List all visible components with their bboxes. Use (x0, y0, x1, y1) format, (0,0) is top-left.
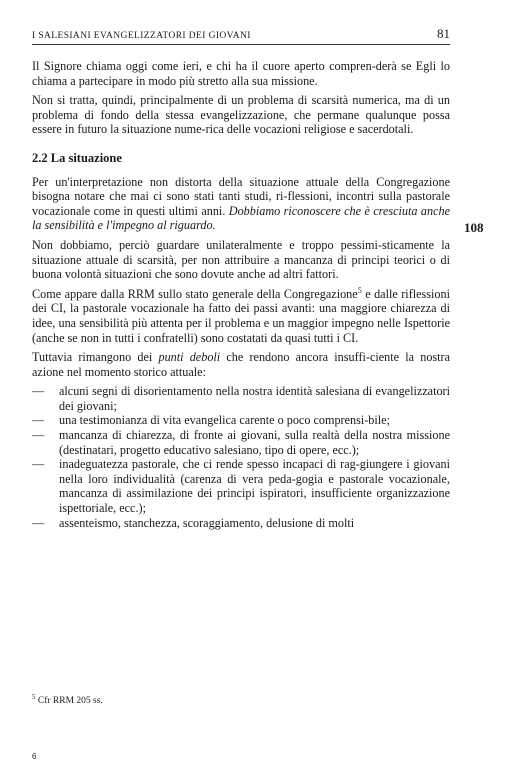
weak-points-list (32, 384, 450, 530)
list-item (32, 384, 450, 413)
list-dash: — (32, 428, 45, 443)
list-item (32, 516, 450, 531)
paragraph-tuttavia-italic: punti deboli (158, 350, 221, 365)
list-item-text: alcuni segni di disorientamento nella nostra identità salesiana di evangelizzatori dei giovani; (59, 384, 450, 413)
list-item (32, 457, 450, 515)
list-dash: — (32, 384, 45, 399)
footnote-mark: 5 (32, 693, 36, 701)
running-header (32, 26, 450, 45)
list-item-text: inadeguatezza pastorale, che ci rende spesso incapaci di rag-giungere i giovani nella loro individualità (carenza di vera peda-gogia e pastorale vocazionale, mancanza di assimilazione dei principi ispiratori, insufficiente organizzazione ispettoriale, ecc.); (59, 457, 450, 516)
paragraph-situazione-italic: Dobbiamo riconoscere che è cresciuta anche la sensibilità e l'impegno al riguardo. (32, 203, 451, 233)
running-title: I SALESIANI EVANGELIZZATORI DEI GIOVANI (32, 31, 251, 41)
paragraph-rrm (32, 287, 450, 345)
footnote-text: Cfr RRM 205 ss. (35, 696, 103, 706)
list-item (32, 413, 450, 428)
paragraph-rrm-after: e dalle riflessioni dei CI, la pastorale vocazionale ha fatto dei passi avanti: una maggiore chiarezza di idee, una sensibilità più attenta per il problema e un maggior impegno nelle Ispettorie (anche se non in tutti i confratelli) sono costatati da quasi tutti i CI. (32, 286, 450, 345)
list-item-text: mancanza di chiarezza, di fronte ai giovani, sulla realtà della nostra missione (destinatari, progetto educativo salesiano, tipo di opere, ecc.); (59, 428, 450, 457)
paragraph-tuttavia-before: Tuttavia rimangono dei (32, 350, 159, 365)
paragraph-tuttavia-after: che rendono ancora insuffi-ciente la nostra azione nel momento storico attuale: (32, 350, 451, 379)
list-item (32, 428, 450, 457)
page (32, 26, 450, 530)
page-number: 81 (437, 26, 450, 41)
signature-mark: 6 (32, 752, 37, 761)
list-dash: — (32, 413, 45, 428)
footnote-reference: 5 (357, 285, 362, 295)
paragraph-situazione-text: Per un'interpretazione non distorta della situazione attuale della Congregazione bisogna notare che mai ci sono stati tanti studi, ri-flessioni, incontri sulla pastorale vocazionale come in questi ultimi anni. (32, 174, 450, 218)
body-text (32, 59, 450, 530)
paragraph-situazione (32, 175, 450, 233)
paragraph-tuttavia (32, 350, 450, 379)
paragraph-pessimistic: Non dobbiamo, perciò guardare unilateralmente e troppo pessimi-sticamente la situazione attuale di scarsità, per non attribuire a mancanza di principi teorici o di buona volontà situazioni che sono dovute anche ad altri fattori. (32, 237, 450, 282)
footnote (32, 693, 103, 706)
list-dash: — (32, 457, 45, 472)
list-item-text: una testimonianza di vita evangelica carente o poco comprensi-bile; (59, 413, 390, 428)
section-heading: 2.2 La situazione (32, 150, 122, 165)
paragraph-intro-1: Il Signore chiama oggi come ieri, e chi ha il cuore aperto compren-derà se Egli lo chiama a partecipare in modo più stretto alla sua missione. (32, 59, 450, 88)
list-item-text: assenteismo, stanchezza, scoraggiamento, delusione di molti (59, 515, 355, 530)
list-dash: — (32, 515, 45, 530)
margin-paragraph-number: 108 (464, 220, 484, 235)
paragraph-intro-2: Non si tratta, quindi, principalmente di un problema di scarsità numerica, ma di un problema di fondo della stessa evangelizzazione, che permane qualunque possa essere in futuro la situazione nume-rica delle vocazioni religiose e sacerdotali. (32, 93, 450, 137)
paragraph-rrm-before: Come appare dalla RRM sullo stato generale della Congregazione (32, 286, 358, 301)
